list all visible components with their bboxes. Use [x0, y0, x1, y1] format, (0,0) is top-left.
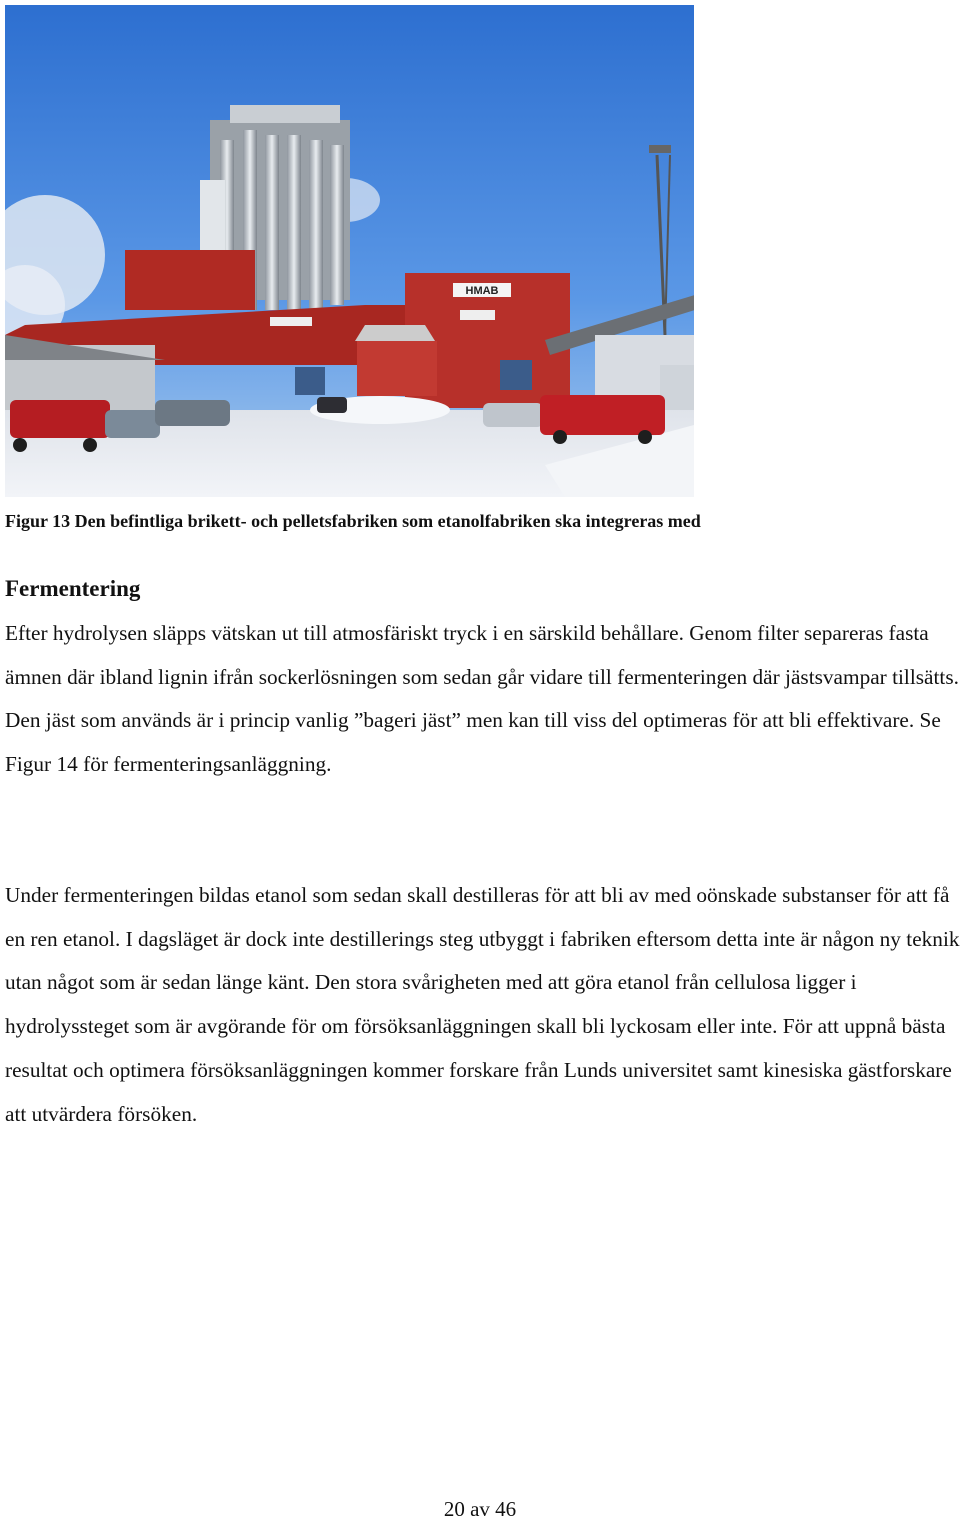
- parked-car: [10, 400, 110, 438]
- factory-photo: [5, 5, 694, 497]
- section-heading: Fermentering: [5, 576, 141, 601]
- red-factory-building: [125, 250, 255, 310]
- page-number: 20 av 46: [443, 1497, 517, 1521]
- body-paragraph: Efter hydrolysen släpps vätskan ut till atmosfäriskt tryck i en särskild behållare. Genom filter separeras fasta ämnen där ibland lignin ifrån sockerlösningen som sedan går vidare till fermenteringen där jästsvampar tillsätts. Den jäst som används är i princip vanlig ”bageri jäst” men kan till viss del optimeras för att bli effektivare. Se Figur 14 för fermenteringsanläggning.: [5, 621, 959, 777]
- hmab-sign: HMAB: [465, 285, 499, 297]
- body-paragraph: Under fermenteringen bildas etanol som sedan skall destilleras för att bli av med oönskade substanser för att få en ren etanol. I dagsläget är dock inte destillerings steg utbyggt i fabriken eftersom detta inte är någon ny teknik utan något som är sedan länge känt. Den stora svårigheten med att göra etanol från cellulosa ligger i hydrolyssteget som är avgörande för om försöksanläggningen skall bli lyckosam eller inte. För att uppnå bästa resultat och optimera försöksanläggningen kommer forskare från Lunds universitet samt kinesiska gästforskare att utvärdera försöken.: [5, 883, 960, 1126]
- red-pickup-truck: [540, 395, 665, 435]
- figure-caption: Figur 13 Den befintliga brikett- och pelletsfabriken som etanolfabriken ska integreras med: [5, 511, 701, 531]
